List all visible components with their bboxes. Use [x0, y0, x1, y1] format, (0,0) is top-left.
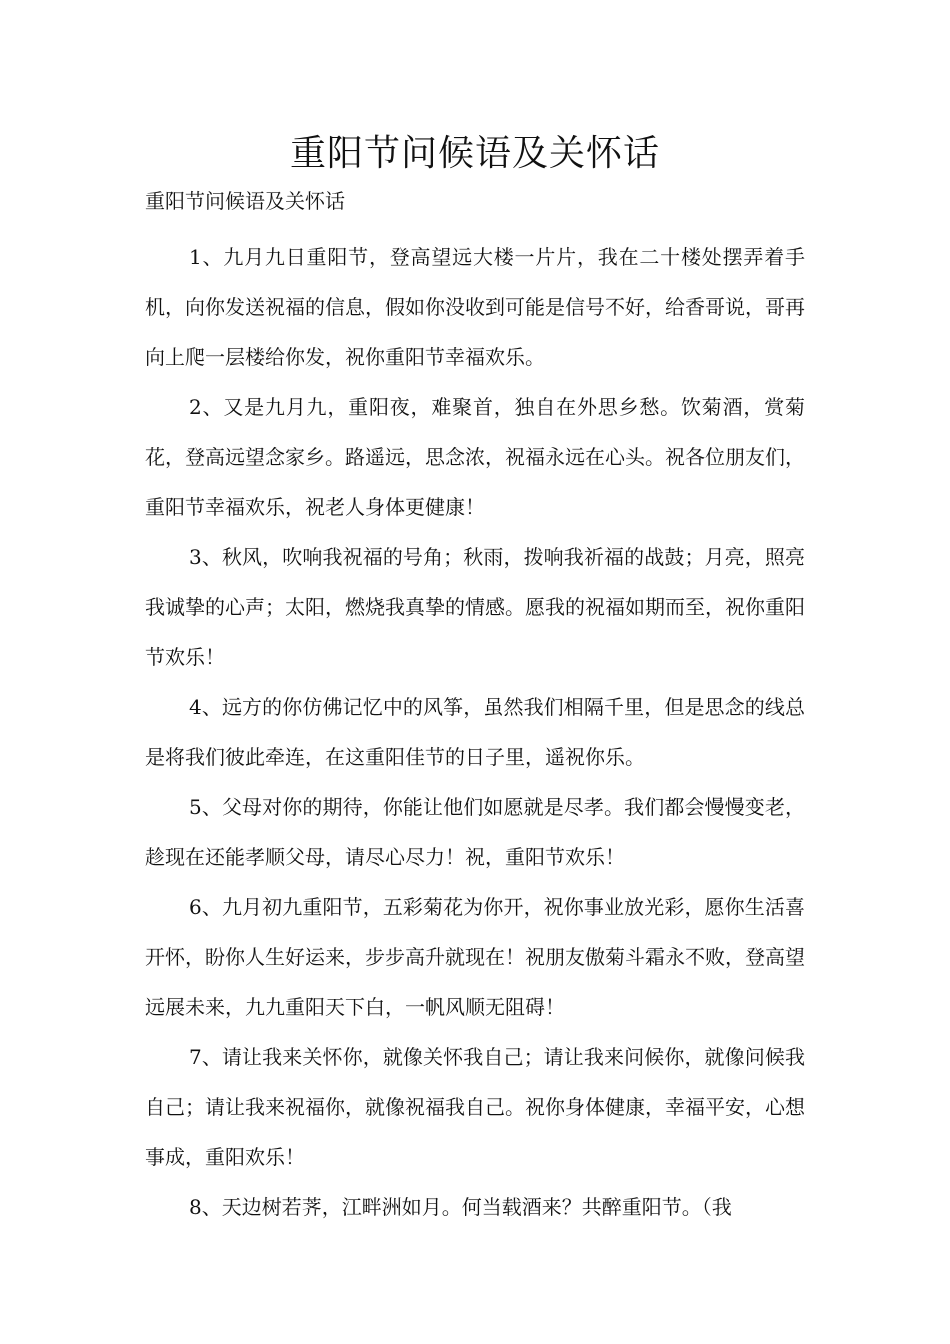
paragraph-8: 8、天边树若荠，江畔洲如月。何当载酒来？共醉重阳节。（我	[189, 1195, 732, 1219]
paragraph-7: 7、请让我来关怀你，就像关怀我自己；请让我来问候你，就像问候我自己；请让我来祝福你，就像祝福我自己。祝你身体健康，幸福平安，心想事成，重阳欢乐！	[145, 1045, 805, 1169]
document-subtitle: 重阳节问候语及关怀话	[145, 189, 345, 213]
paragraph-5: 5、父母对你的期待，你能让他们如愿就是尽孝。我们都会慢慢变老，趁现在还能孝顺父母，请尽心尽力！祝，重阳节欢乐！	[145, 795, 805, 869]
paragraph-3: 3、秋风，吹响我祝福的号角；秋雨，拨响我祈福的战鼓；月亮，照亮我诚挚的心声；太阳，燃烧我真挚的情感。愿我的祝福如期而至，祝你重阳节欢乐！	[145, 545, 805, 669]
document-body	[145, 232, 805, 1232]
paragraph-4: 4、远方的你仿佛记忆中的风筝，虽然我们相隔千里，但是思念的线总是将我们彼此牵连，在这重阳佳节的日子里，遥祝你乐。	[145, 695, 805, 769]
paragraph-2: 2、又是九月九，重阳夜，难聚首，独自在外思乡愁。饮菊酒，赏菊花，登高远望念家乡。路遥远，思念浓，祝福永远在心头。祝各位朋友们，重阳节幸福欢乐，祝老人身体更健康！	[145, 395, 805, 519]
page-title: 重阳节问候语及关怀话	[289, 133, 660, 174]
paragraph-1: 1、九月九日重阳节，登高望远大楼一片片，我在二十楼处摆弄着手机，向你发送祝福的信息，假如你没收到可能是信号不好，给香哥说，哥再向上爬一层楼给你发，祝你重阳节幸福欢乐。	[145, 245, 805, 369]
paragraph-6: 6、九月初九重阳节，五彩菊花为你开，祝你事业放光彩，愿你生活喜开怀，盼你人生好运来，步步高升就现在！祝朋友傲菊斗霜永不败，登高望远展未来，九九重阳天下白，一帆风顺无阻碍！	[145, 895, 805, 1019]
